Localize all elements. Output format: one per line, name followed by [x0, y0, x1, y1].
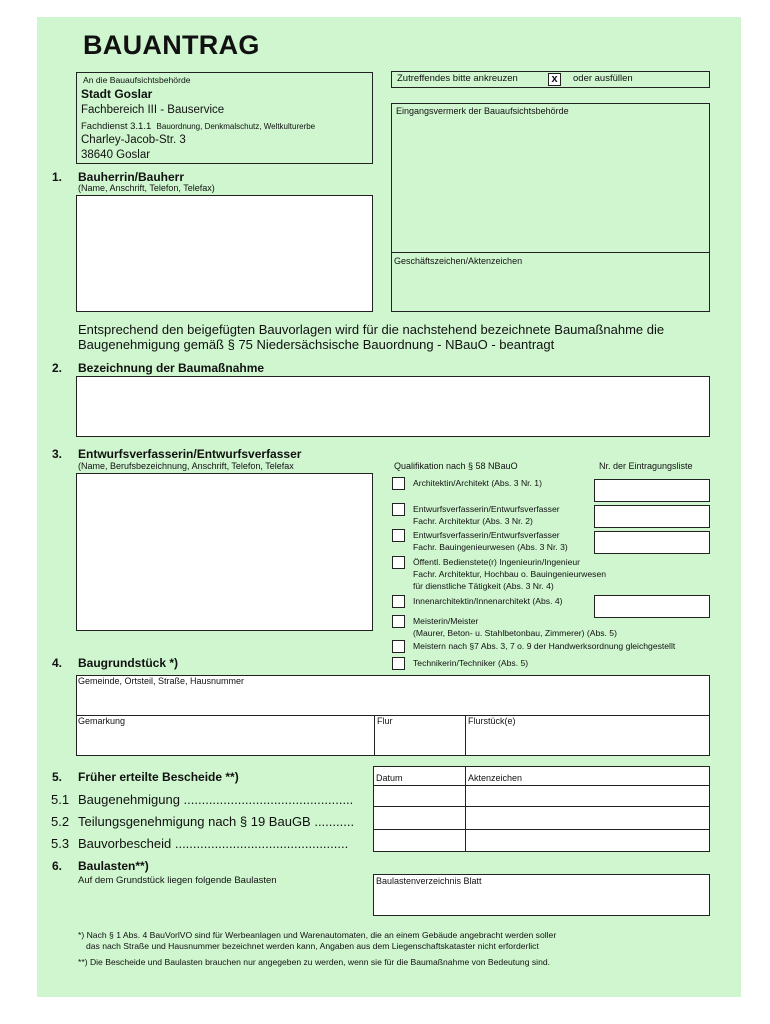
qualification-label: Qualifikation nach § 58 NBauO	[394, 461, 518, 471]
section6-num: 6.	[52, 859, 63, 873]
qual-label-architect: Architektin/Architekt (Abs. 3 Nr. 1)	[413, 478, 542, 488]
plot-address-input[interactable]	[76, 675, 710, 716]
plot-divider	[76, 715, 710, 716]
address-to-label: An die Bauaufsichtsbehörde	[83, 75, 191, 85]
qual-label-designer-architecture-2: Fachr. Architektur (Abs. 3 Nr. 2)	[413, 516, 533, 526]
qual-label-designer-civil-2: Fachr. Bauingenieurwesen (Abs. 3 Nr. 3)	[413, 542, 568, 552]
address-city: Stadt Goslar	[81, 87, 153, 101]
permit-row-label-1: Baugenehmigung ...............................................	[78, 792, 354, 807]
section2-num: 2.	[52, 361, 63, 375]
qual-label-designer-civil-1: Entwurfsverfasserin/Entwurfsverfasser	[413, 530, 560, 540]
instruction-suffix: oder ausfüllen	[573, 73, 633, 84]
permit-ref-input-3[interactable]	[466, 830, 709, 851]
section4-title: Baugrundstück *)	[78, 656, 179, 670]
gemarkung-input[interactable]	[77, 726, 373, 755]
designer-input[interactable]	[76, 473, 373, 631]
qual-checkbox-master-equivalent[interactable]	[392, 640, 405, 653]
section5-title: Früher erteilte Bescheide **)	[78, 770, 239, 784]
section5-num: 5.	[52, 770, 63, 784]
permit-row-num-3: 5.3	[51, 836, 70, 851]
section1-title: Bauherrin/Bauherr	[78, 170, 185, 184]
qual-checkbox-designer-architecture[interactable]	[392, 503, 405, 516]
qual-label-public-engineer-3: für dienstliche Tätigkeit (Abs. 3 Nr. 4)	[413, 581, 554, 591]
receipt-box	[391, 103, 710, 312]
encumbrance-box-label: Baulastenverzeichnis Blatt	[376, 876, 482, 886]
permits-col-date: Datum	[376, 773, 403, 783]
instruction-text: Zutreffendes bitte ankreuzen	[397, 73, 518, 84]
section1-sub: (Name, Anschrift, Telefon, Telefax)	[78, 183, 215, 193]
section3-num: 3.	[52, 447, 63, 461]
applicant-input[interactable]	[76, 195, 373, 312]
intro-line2: Baugenehmigung gemäß § 75 Niedersächsische Bauordnung - NBauO - beantragt	[78, 337, 555, 352]
section4-num: 4.	[52, 656, 63, 670]
section3-sub: (Name, Berufsbezeichnung, Anschrift, Telefon, Telefax	[78, 461, 294, 471]
registration-label: Nr. der Eintragungsliste	[599, 461, 693, 471]
project-description-input[interactable]	[76, 376, 710, 437]
address-service	[81, 121, 315, 132]
qual-label-master-2: (Maurer, Beton- u. Stahlbetonbau, Zimmerer) (Abs. 5)	[413, 628, 617, 638]
address-service-num: Fachdienst 3.1.1	[81, 121, 152, 132]
receipt-label: Eingangsvermerk der Bauaufsichtsbehörde	[396, 106, 569, 116]
qual-label-technician: Technikerin/Techniker (Abs. 5)	[413, 658, 529, 668]
permit-date-input-1[interactable]	[374, 786, 464, 805]
footnote-1-line1: *) Nach § 1 Abs. 4 BauVorlVO sind für Werbeanlagen und Warenautomaten, die an einem Gebäude angebracht werden soller	[78, 930, 557, 940]
qual-label-master-equivalent: Meistern nach §7 Abs. 3, 7 o. 9 der Handwerksordnung gleichgestellt	[413, 641, 676, 651]
plot-address-label: Gemeinde, Ortsteil, Straße, Hausnummer	[78, 676, 245, 686]
qual-label-designer-architecture-1: Entwurfsverfasserin/Entwurfsverfasser	[413, 504, 560, 514]
permit-row-label-3: Bauvorbescheid ................................................	[78, 836, 349, 851]
qual-checkbox-designer-civil[interactable]	[392, 529, 405, 542]
permit-date-input-3[interactable]	[374, 830, 464, 851]
section6-sub: Auf dem Grundstück liegen folgende Baulasten	[78, 875, 277, 886]
flur-label: Flur	[377, 716, 393, 726]
qual-checkbox-technician[interactable]	[392, 657, 405, 670]
permit-ref-input-1[interactable]	[466, 786, 709, 805]
permits-col-ref: Aktenzeichen	[468, 773, 523, 783]
registration-number-input-3[interactable]	[594, 531, 710, 554]
flurstueck-label: Flurstück(e)	[468, 716, 516, 726]
registration-number-input-2[interactable]	[594, 505, 710, 528]
permit-date-input-2[interactable]	[374, 807, 464, 828]
section2-title: Bezeichnung der Baumaßnahme	[78, 361, 265, 375]
qual-checkbox-public-engineer[interactable]	[392, 556, 405, 569]
intro-line1: Entsprechend den beigefügten Bauvorlagen wird für die nachstehend bezeichnete Baumaßnahme die	[78, 322, 665, 337]
gemarkung-label: Gemarkung	[78, 716, 126, 726]
section3-title: Entwurfsverfasserin/Entwurfsverfasser	[78, 447, 302, 461]
address-service-desc: Bauordnung, Denkmalschutz, Weltkulturerbe	[156, 122, 316, 131]
registration-number-input-1[interactable]	[594, 479, 710, 502]
section1-num: 1.	[52, 170, 63, 184]
instruction-checkbox-example: x	[548, 73, 561, 86]
section6-title: Baulasten**)	[78, 859, 149, 873]
file-ref-label: Geschäftszeichen/Aktenzeichen	[394, 256, 523, 266]
qual-checkbox-architect[interactable]	[392, 477, 405, 490]
address-zip-city: 38640 Goslar	[81, 149, 151, 161]
receipt-divider	[391, 252, 710, 253]
qual-label-master-1: Meisterin/Meister	[413, 616, 479, 626]
permit-ref-input-2[interactable]	[466, 807, 709, 828]
footnote-1-line2: das nach Straße und Hausnummer bezeichnet werden kann, Angaben aus dem Liegenschaftskataster nicht erforderlict	[86, 941, 539, 951]
qual-label-public-engineer-1: Öffentl. Bedienstete(r) Ingenieurin/Ingenieur	[413, 557, 581, 567]
permit-row-label-2: Teilungsgenehmigung nach § 19 BauGB ...........	[78, 814, 355, 829]
qual-checkbox-master[interactable]	[392, 615, 405, 628]
permit-row-num-2: 5.2	[51, 814, 70, 829]
footnote-2: **) Die Bescheide und Baulasten brauchen nur angegeben zu werden, wenn sie für die Baumaßnahme von Bedeutung sind.	[78, 957, 551, 967]
flur-input[interactable]	[375, 726, 464, 755]
flurstueck-input[interactable]	[466, 726, 709, 755]
permit-row-num-1: 5.1	[51, 792, 70, 807]
qual-label-public-engineer-2: Fachr. Architektur, Hochbau o. Bauingenieurwesen	[413, 569, 606, 579]
registration-number-input-4[interactable]	[594, 595, 710, 618]
form-title: BAUANTRAG	[83, 30, 260, 60]
qual-label-interior-architect: Innenarchitektin/Innenarchitekt (Abs. 4)	[413, 596, 563, 606]
qual-checkbox-interior-architect[interactable]	[392, 595, 405, 608]
address-dept: Fachbereich III - Bauservice	[81, 104, 225, 116]
address-street: Charley-Jacob-Str. 3	[81, 134, 186, 146]
